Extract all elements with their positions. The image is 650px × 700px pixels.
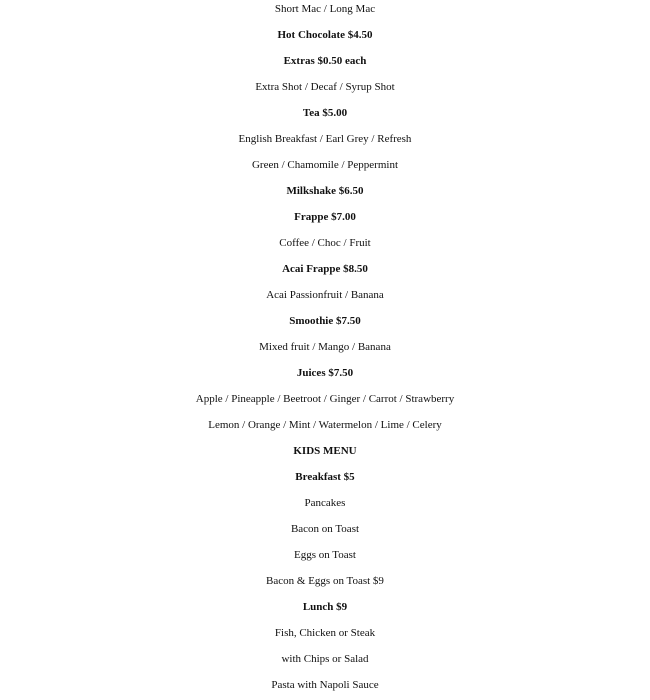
menu-heading: Lunch $9 xyxy=(302,601,348,613)
menu-item: Pancakes xyxy=(304,497,346,509)
menu-item: Lemon / Orange / Mint / Watermelon / Lime / Celery xyxy=(208,419,442,431)
menu-item: Acai Passionfruit / Banana xyxy=(266,289,384,301)
menu-item: Green / Chamomile / Peppermint xyxy=(251,159,399,171)
menu-item: Short Mac / Long Mac xyxy=(274,3,376,15)
menu-item: Pasta with Napoli Sauce xyxy=(271,679,379,691)
menu-item: Coffee / Choc / Fruit xyxy=(279,237,371,249)
menu-heading: Tea $5.00 xyxy=(302,107,348,119)
menu-item: English Breakfast / Earl Grey / Refresh xyxy=(238,133,412,145)
menu-item: Bacon & Eggs on Toast $9 xyxy=(266,575,384,587)
menu-heading: Juices $7.50 xyxy=(296,367,354,379)
menu-heading: Frappe $7.00 xyxy=(294,211,356,223)
menu-heading: Smoothie $7.50 xyxy=(289,315,361,327)
menu-item: Bacon on Toast xyxy=(290,523,360,535)
menu-heading: KIDS MENU xyxy=(293,445,357,457)
menu-item: with Chips or Salad xyxy=(281,653,369,665)
menu-heading: Hot Chocolate $4.50 xyxy=(277,29,373,41)
menu-item: Apple / Pineapple / Beetroot / Ginger / Carrot / Strawberry xyxy=(195,393,455,405)
menu-item: Fish, Chicken or Steak xyxy=(274,627,376,639)
menu-item: Eggs on Toast xyxy=(294,549,356,561)
menu-heading: Milkshake $6.50 xyxy=(286,185,364,197)
menu-heading: Extras $0.50 each xyxy=(283,55,367,67)
menu-item: Mixed fruit / Mango / Banana xyxy=(259,341,391,353)
menu-heading: Acai Frappe $8.50 xyxy=(282,263,368,275)
menu-item: Extra Shot / Decaf / Syrup Shot xyxy=(255,81,395,93)
menu-heading: Breakfast $5 xyxy=(295,471,355,483)
